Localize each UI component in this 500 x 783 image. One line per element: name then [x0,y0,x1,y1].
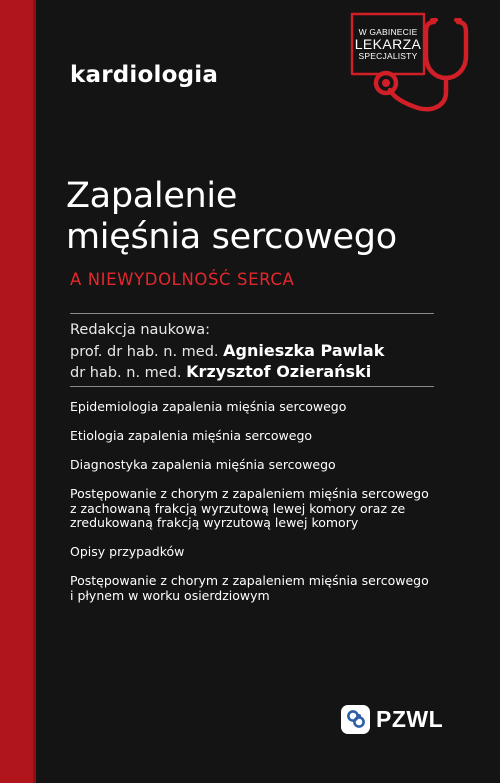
contents-item-line: Opisy przypadków [70,544,185,559]
editors-block [70,321,384,384]
divider-bottom [70,386,434,387]
pzwl-logo [341,705,370,734]
book-title-line-2: mięśnia sercowego [66,217,397,257]
editors-heading: Redakcja naukowa: [70,322,210,338]
contents-item-line: Etiologia zapalenia mięśnia sercowego [70,428,313,443]
divider-top [70,313,434,314]
contents-item-line: zredukowaną frakcją wyrzutową lewej komory [70,515,359,530]
editor-1-prefix: prof. dr hab. n. med. [70,343,219,360]
contents-item [70,400,450,415]
contents-item-line: z zachowaną frakcją wyrzutową lewej komory oraz ze [70,500,406,516]
contents-item-line: i płynem w worku osierdziowym [70,587,270,603]
publisher-mark [341,704,443,734]
book-title-line-1: Zapalenie [66,176,238,216]
publisher-name: PZWL [376,705,444,732]
editor-2-prefix: dr hab. n. med. [70,365,182,381]
series-line-1: W GABINECIE [358,27,418,37]
pzwl-logo-symbol [345,708,367,730]
contents-item-line: Epidemiologia zapalenia mięśnia sercowego [70,399,347,414]
contents-item [70,458,450,473]
red-side-band [0,0,36,783]
editor-2-name: Krzysztof Ozierański [186,362,372,381]
series-line-2: LEKARZA [354,35,422,52]
contents-item [70,487,450,531]
editor-2 [70,362,384,384]
book-title [66,176,486,258]
contents-item [70,429,450,444]
contents-item-line: Diagnostyka zapalenia mięśnia sercowego [70,457,336,472]
book-subtitle: A NIEWYDOLNOŚĆ SERCA [70,270,295,289]
series-line-3: SPECJALISTY [358,50,418,61]
contents-item-line: Postępowanie z chorym z zapaleniem mięśnia sercowego [70,573,429,588]
contents-item [70,574,450,603]
series-label [352,28,424,61]
category-label: kardiologia [70,62,219,88]
contents-item-line: Postępowanie z chorym z zapaleniem mięśnia sercowego [70,486,429,501]
stethoscope-icon [346,8,486,118]
editor-1-name: Agnieszka Pawlak [223,340,385,360]
contents-item [70,545,450,560]
editor-1 [70,341,384,363]
